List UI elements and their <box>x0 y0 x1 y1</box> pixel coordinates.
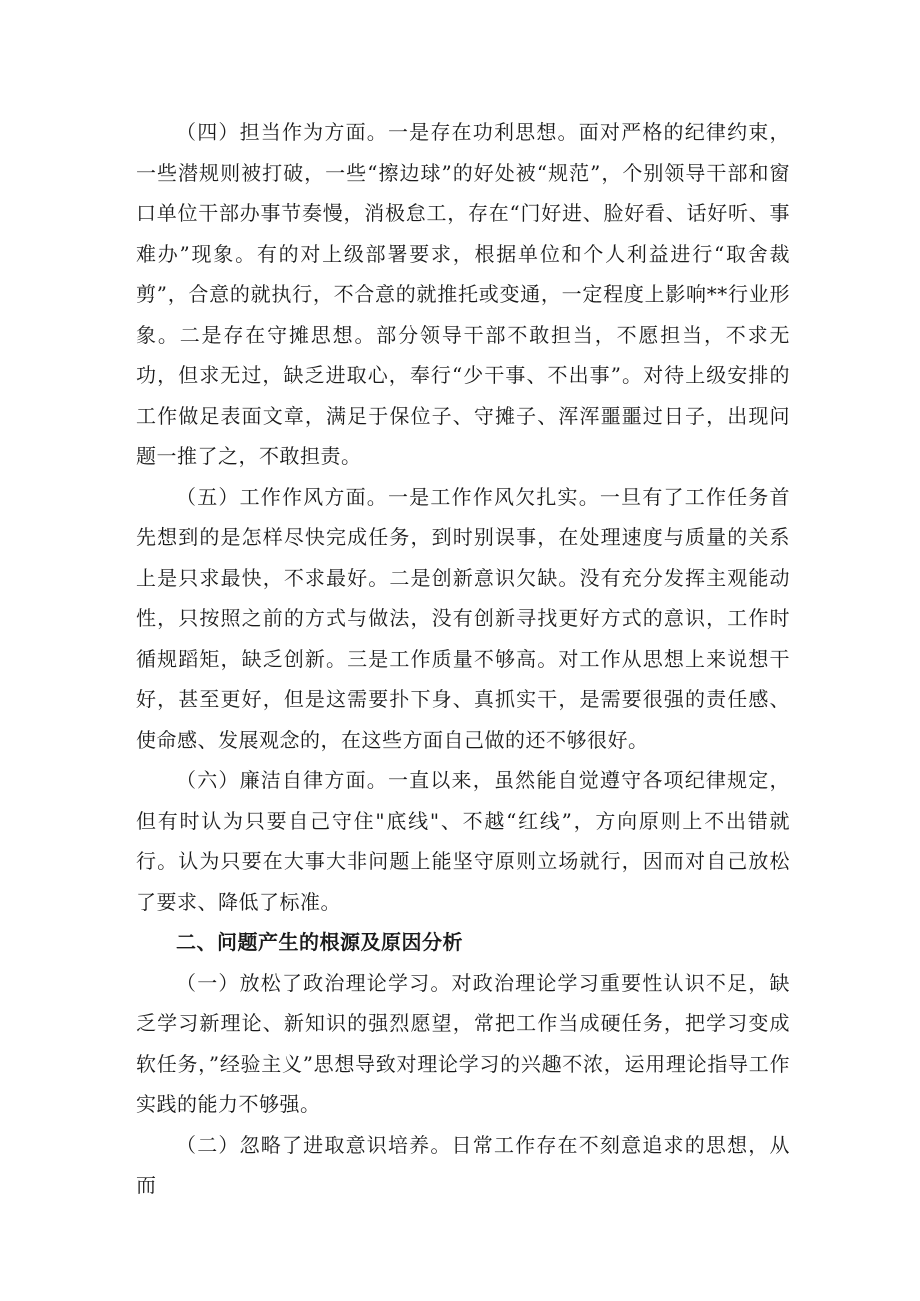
paragraph-theory-study: （一）放松了政治理论学习。对政治理论学习重要性认识不足，缺乏学习新理论、新知识的强烈愿望，常把工作当成硬任务，把学习变成软任务，”经验主义”思想导致对理论学习的兴趣不浓，运用理论指导工作实践的能力不够强。 <box>136 970 790 1116</box>
document-body <box>136 112 790 1206</box>
paragraph-initiative: （二）忽略了进取意识培养。日常工作存在不刻意追求的思想，从而 <box>136 1132 790 1197</box>
section-heading: 二、问题产生的根源及原因分析 <box>176 930 463 954</box>
paragraph-responsibility: （四）担当作为方面。一是存在功利思想。面对严格的纪律约束，一些潜规则被打破，一些“擦边球”的好处被“规范”，个别领导干部和窗口单位干部办事节奏慢，消极怠工，存在“门好进、脸好看、话好听、事难办”现象。有的对上级部署要求，根据单位和个人利益进行“取舍裁剪”，合意的就执行，不合意的就推托或变通，一定程度上影响**行业形象。二是存在守摊思想。部分领导干部不敢担当，不愿担当，不求无功，但求无过，缺乏进取心，奉行“少干事、不出事”。对待上级安排的工作做足表面文章，满足于保位子、守摊子、浑浑噩噩过日子，出现问题一推了之，不敢担责。 <box>136 120 790 468</box>
paragraph-work-style: （五）工作作风方面。一是工作作风欠扎实。一旦有了工作任务首先想到的是怎样尽快完成任务，到时别误事，在处理速度与质量的关系上是只求最快，不求最好。二是创新意识欠缺。没有充分发挥主观能动性，只按照之前的方式与做法，没有创新寻找更好方式的意识，工作时循规蹈矩，缺乏创新。三是工作质量不够高。对工作从思想上来说想干好，甚至更好，但是这需要扑下身、真抓实干，是需要很强的责任感、使命感、发展观念的，在这些方面自己做的还不够很好。 <box>136 484 790 752</box>
paragraph-integrity: （六）廉洁自律方面。一直以来，虽然能自觉遵守各项纪律规定，但有时认为只要自己守住"底线"、不越“红线”，方向原则上不出错就行。认为只要在大事大非问题上能坚守原则立场就行，因而对自己放松了要求、降低了标准。 <box>136 768 790 914</box>
